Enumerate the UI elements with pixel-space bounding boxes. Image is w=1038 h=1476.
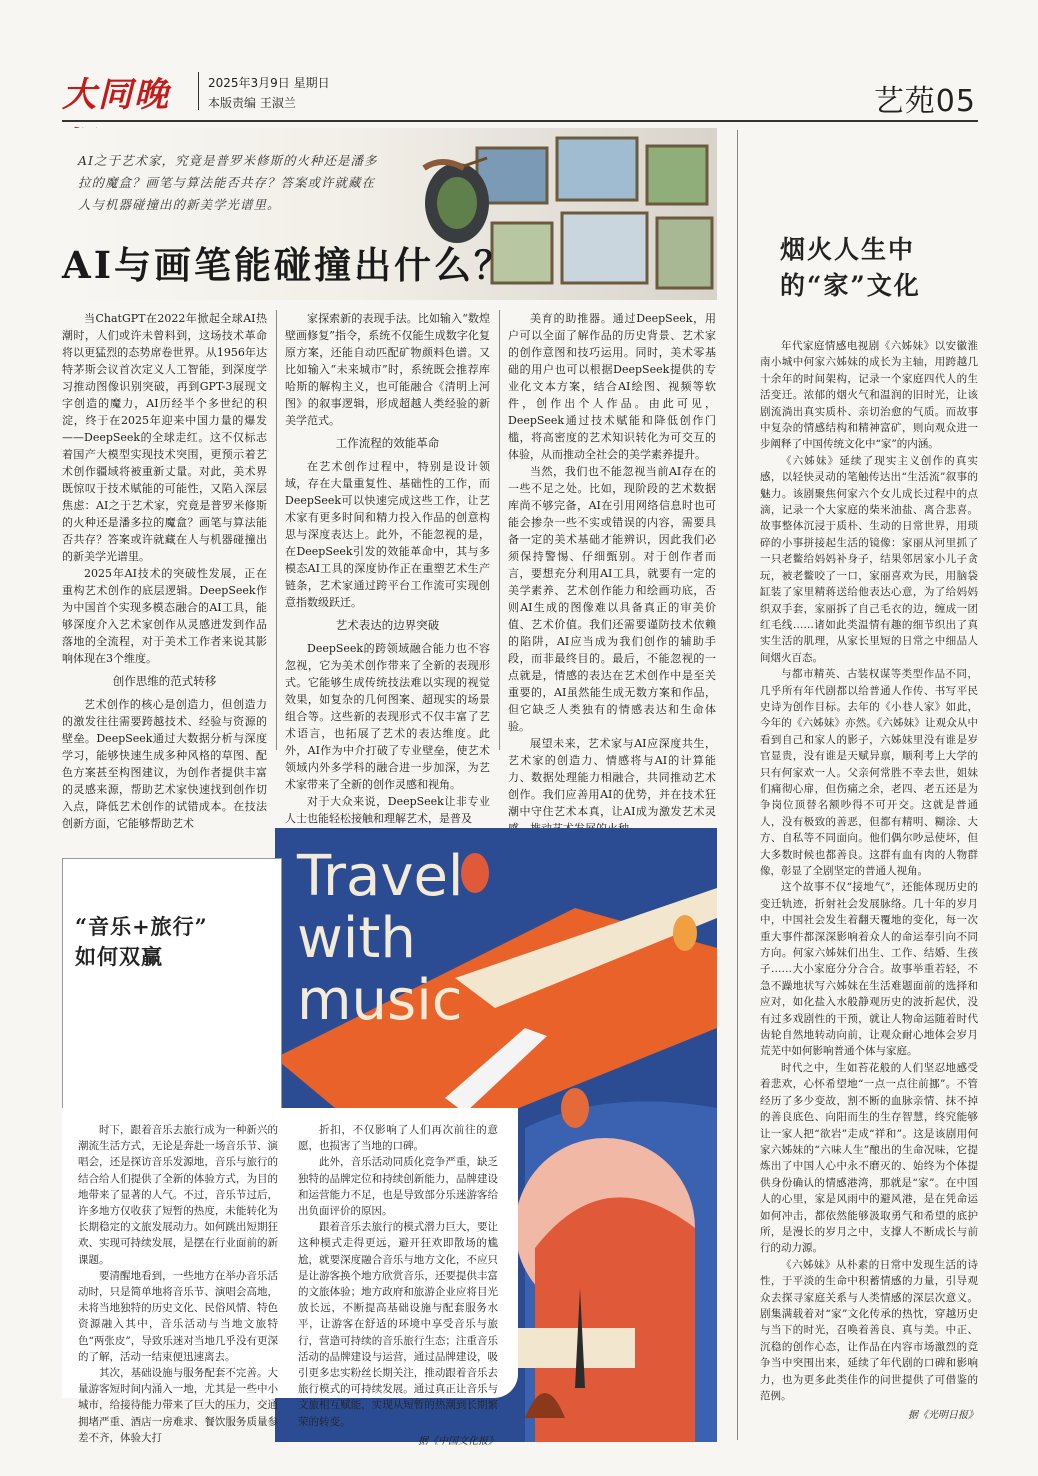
music-headline-line1: “音乐+旅行” (75, 914, 208, 939)
family-headline (780, 232, 921, 304)
music-column-2 (298, 1122, 498, 1450)
ai-paragraph: 当ChatGPT在2022年掀起全球AI热潮时，人们或许未曾料到，这场技术革命将以更猛烈的态势席卷世界。从1956年达特茅斯会议首次定义人工智能，到深度学习推动图像识别突破，再到GPT-3展现文字创造的魔力，AI历经半个多世纪的积淀，终于在2025年迎来中国力量的爆发——DeepSeek的全球走红。这不仅标志着国产大模型实现技术突围，更预示着艺术创作疆域将被重新丈量。对此，美术界既惊叹于技术赋能的可能性，又陷入深层焦虑：AI之于艺术家，究竟是普罗米修斯的火种还是潘多拉的魔盒？画笔与算法能否共存？答案或许就藏在人与机器碰撞出的新美学光谱里。 (62, 312, 267, 563)
family-paragraph: 《六姊妹》从朴素的日常中发现生活的诗性，于平淡的生命中积蓄情感的力量，引导观众去探寻家庭关系与人类情感的深层次意义。剧集满载着对“家”文化传承的热忱，穿越历史与当下的时光，召唤着善良、真与美。中正、沉稳的创作心态，让作品在内容市场激烈的竞争当中突围出来，延续了年代剧的口碑和影响力，也为更多此类佳作的问世提供了可借鉴的范例。 (760, 1258, 978, 1402)
page-editor: 本版责编 王淑兰 (208, 96, 296, 110)
column-divider (276, 310, 277, 750)
section-title: 艺苑05 (873, 84, 976, 119)
music-headline (75, 912, 208, 972)
ai-paragraph: 家探索新的表现手法。比如输入“数煌壁画修复”指令，系统不仅能生成数字化复原方案，还能自动匹配矿物颜料色谱。又比如输入“未来城市”时，系统既会推荐库哈斯的解构主义，也可能融合《清明上河图》的叙事逻辑，形成超越人类经验的新美学范式。 (285, 312, 490, 427)
ai-paragraph: DeepSeek的跨领域融合能力也不容忽视，它为美术创作带来了全新的表现形式。它能够生成传统技法难以实现的视觉效果，如复杂的几何图案、超现实的场景组合等。这些新的表现形式不仅丰富了艺术语言，也拓展了艺术的表达维度。此外，AI作为中介打破了专业壁垒，使艺术领域内外多学科的融合进一步加深，为艺术家带来了全新的创作灵感和视角。 (285, 642, 490, 791)
family-headline-line2: 的“家”文化 (780, 271, 921, 300)
ai-paragraph: 美育的助推器。通过DeepSeek，用户可以全面了解作品的历史背景、艺术家的创作意图和技巧运用。同时，美术零基础的用户也可以根据DeepSeek提供的专业化文本方案，结合AI绘图、视频等软件，创作出个人作品。由此可见，DeepSeek通过技术赋能和降低创作门槛，将高密度的艺术知识转化为可交互的体验，从而推动全社会的美学素养提升。 (508, 312, 716, 461)
ai-column-2 (285, 310, 490, 827)
music-column-1 (78, 1122, 278, 1446)
ai-paragraph: 对于大众来说，DeepSeek让非专业人士也能轻松接触和理解艺术，是普及 (285, 795, 490, 825)
ai-paragraph: 当然，我们也不能忽视当前AI存在的一些不足之处。比如，现阶段的艺术数据库尚不够完备，AI在引用网络信息时也可能会掺杂一些不实或错误的内容，需要具备一定的美术基础才能辨识，因此我们必须保持警惕、仔细甄别。对于创作者而言，要想充分利用AI工具，就要有一定的美学素养、艺术创作能力和绘画功底，否则AI生成的图像难以具备真正的审美价值、艺术价值。我们还需要谨防技术依赖的陷阱，AI应当成为我们创作的辅助手段，而非最终目的。最后，不能忽视的一点就是，情感的表达在艺术创作中是至关重要的，AI虽然能生成无数方案和作品，但它缺乏人类独有的情感表达和生命体验。 (508, 465, 716, 733)
masthead-divider (198, 72, 199, 110)
music-paragraph: 其次，基础设施与服务配套不完善。大量游客短时间内涌入一地，尤其是一些中小城市，给接待能力带来了巨大的压力，交通拥堵严重、酒店一房难求、餐饮服务质量参差不齐，体验大打 (78, 1367, 278, 1444)
ai-paragraph: 2025年AI技术的突破性发展，正在重构艺术创作的底层逻辑。DeepSeek作为中国首个实现多模态融合的AI工具，能够深度介入艺术家创作从灵感迸发到作品落地的全流程，对于美术工作者来说其影响体现在3个维度。 (62, 567, 267, 665)
ai-column-1 (62, 310, 267, 832)
masthead-rule (62, 120, 978, 122)
music-paragraph: 折扣，不仅影响了人们再次前往的意愿，也损害了当地的口碑。 (298, 1124, 498, 1153)
column-divider (499, 310, 500, 750)
ai-paragraph: 展望未来，艺术家与AI应深度共生，艺术家的创造力、情感将与AI的计算能力、数据处理能力相融合，共同推动艺术创作。我们应善用AI的优势，并在技术狂潮中守住艺术本真，让AI成为激发艺术灵 (508, 737, 716, 818)
ai-lead-text: AI之于艺术家，究竟是普罗米修斯的火种还是潘多拉的魔盒？画笔与算法能否共存？答案或许就藏在人与机器碰撞出的新美学光谱里。 (78, 153, 378, 212)
poster-word: with (297, 906, 416, 971)
music-body-panel (62, 1108, 518, 1447)
poster-word: music (297, 968, 463, 1033)
ai-paragraph: 在艺术创作过程中，特别是设计领域，存在大量重复性、基础性的工作，而DeepSeek可以快速完成这些工作，让艺术家有更多时间和精力投入作品的创意构思与深度表达上。此外，不能忽视的是，在DeepSeek引发的效能革命中，其与多模态AI工具的深度协作正在重塑艺术生产链条，艺术家通过跨平台工作流可实现创意指数级跃迁。 (285, 460, 490, 609)
ai-column-3 (508, 310, 716, 858)
issue-date: 2025年3月9日 星期日 (208, 76, 330, 90)
poster-title (297, 846, 463, 1032)
ai-subheading: 工作流程的效能革命 (335, 436, 440, 450)
family-paragraph: 与都市精英、古装权谋等类型作品不同，几乎所有年代剧都以给普通人作传、书写平民史诗为创作目标。去年的《小巷人家》如此，今年的《六姊妹》亦然。《六姊妹》让观众从中看到自己和家人的影子，六姊妹里没有谁是岁官显贵，没有谁是天赋异禀，顺利考上大学的只有何家欢一人。父亲何常胜不幸去世，姐妹们痛彻心扉，但伤痛之余，老四、老五还是为争岗位顶替名额吵得不可开交。这就是普通人，没有极致的善恶，但都有精明、糊涂、大方、自私等不同面向。他们偶尔吵忌使坏，但大多数时候也都善良。这群有血有肉的人物群像，彰显了全剧坚定的普通人视角。 (760, 668, 978, 877)
music-paragraph: 时下，跟着音乐去旅行成为一种新兴的潮流生活方式，无论是奔赴一场音乐节、演唱会，还是探访音乐发源地，音乐与旅行的结合给人们提供了全新的体验方式，为目的地带来了显著的人气。不过，音乐节过后，许多地方仅收获了短暂的热度，未能转化为长期稳定的文旅发展动力。如何跳出短期狂欢、实现可持续发展，是摆在行业面前的新课题。 (78, 1124, 278, 1266)
music-source: 据《中国文化报》 (418, 1435, 498, 1447)
family-paragraph: 时代之中，生如苔花般的人们坚忍地感受着悲欢，心怀希望地“一点一点往前挪”。不管经历了多少变故，割不断的血脉亲情、抹不掉的善良底色、向阳而生的生存智慧，终究能够让一家人把“欲岩”走成“祥和”。这是该剧用何家六姊妹的“六味人生”酿出的生命况味，它提炼出了中国人心中永不磨灭的、始终为个体提供身份确认的情感港湾，那就是“家”。在中国人的心里，家是风雨中的避风港，是在凭命运如何冲击，都依然能够汲取勇气和希望的底护所，是漫长的岁月之中，支撑人不断成长与前行的动力源。 (760, 1061, 978, 1255)
family-source: 据《光明日报》 (908, 1410, 978, 1422)
family-paragraph: 年代家庭情感电视剧《六姊妹》以安徽淮南小城中何家六姊妹的成长为主轴，用跨越几十余年的时间架构，记录一个家庭四代人的生活变迁。浓郁的烟火气和温润的旧时光，让该剧流淌出真实质朴、亲切治愈的气质。而故事中复杂的情感结构和精神富矿，则向观众进一步阐释了中国传统文化中“家”的内涵。 (760, 340, 978, 451)
music-headline-box (62, 858, 282, 1120)
poster-word: Travel (297, 844, 464, 909)
ai-headline: AI与画笔能碰撞出什么？ (62, 243, 515, 287)
newspaper-logo: 大同晚 (62, 75, 170, 115)
ai-paragraph: 艺术创作的核心是创造力，但创造力的激发往往需要跨越技术、经验与资源的壁垒。DeepSeek通过大数据分析与深度学习，能够快速生成多种风格的草图、配色方案甚至构图建议，为创作者提供丰富的灵感来源，帮助艺术家快速找到创作切入点，降低艺术创作的试错成本。在技法创新方面，它能够帮助艺术 (62, 698, 267, 830)
family-body (760, 338, 978, 1425)
family-paragraph: 这个故事不仅“接地气”，还能体现历史的变迁轨迹，折射社会发展脉络。几十年的岁月中，中国社会发生着翻天覆地的变化，每一次重大事件都深深影响着众人的命运奉引向不同方向。何家六姊妹们出生、工作、结婚、生孩子……大小家庭分分合合。故事举重若轻，不急不躁地状写六姊妹在生活难题面前的选择和应对，如化盐入水般静观历史的波折起伏，没有过多戏剧性的干预，就让人物命运随着时代齿轮自然地转动向前，让观众耐心地体会岁月荒芜中如何影响普通个体与家庭。 (760, 881, 978, 1058)
ai-subheading: 创作思维的范式转移 (112, 674, 217, 688)
music-paragraph: 跟着音乐去旅行的模式潜力巨大，要让这种模式走得更远，避开狂欢即散场的尴尬，就要深度融合音乐与地方文化，不应只是让游客换个地方欣赏音乐，还要提供丰富的文旅体验；地方政府和旅游企业应将目光放长远，不断提高基础设施与配套服务水平，让游客在舒适的环境中享受音乐与旅行，营造可持续的音乐旅行生态；注重音乐活动的品牌建设与运营，通过品牌建设，吸引更多忠实粉丝长期关注，推动跟着音乐去旅行模式的可持续发展。通过真正让音乐与文旅相互赋能，实现从短暂的热潮到长期繁荣的转变。 (298, 1221, 498, 1428)
music-paragraph: 此外，音乐活动同质化竞争严重，缺乏独特的品牌定位和持续创新能力，品牌建设和运营能力不足，也是导致部分乐迷游客给出负面评价的原因。 (298, 1156, 498, 1218)
family-headline-line1: 烟火人生中 (780, 235, 916, 264)
family-paragraph: 《六姊妹》延续了现实主义创作的真实感，以轻快灵动的笔触传达出“生活流”叙事的魅力。该剧聚焦何家六个女儿成长过程中的点滴，记录一个大家庭的柴米油盐、离合悲喜。故事整体沉浸于质朴、生动的日常世界，用琐碎的小事拼接起生活的镜像：家丽从河里抓了一只老鳖给妈妈补身子，结果邻居家小儿子贪玩，被老鳖咬了一口，家丽喜欢为民，用脑袋缸装了家里精蒋送给他表达心意，为了给妈妈织双手套，家丽拆了自己毛衣的边，缠成一团红毛线……诸如此类温情有趣的细节织出了真实生活的肌理，从家长里短的日常之中细品人间烟火百态。 (760, 454, 978, 664)
column-divider (737, 130, 738, 1440)
ai-subheading: 艺术表达的边界突破 (335, 618, 440, 632)
music-paragraph: 要清醒地看到，一些地方在举办音乐活动时，只是简单地将音乐节、演唱会高地，未将当地独特的历史文化、民俗风情、特色资源融入其中，音乐活动与当地文旅特色“两张皮”，导致乐迷对当地几乎没有更深的了解，活动一结束便迅速离去。 (78, 1269, 278, 1363)
music-headline-line2: 如何双赢 (75, 944, 163, 969)
